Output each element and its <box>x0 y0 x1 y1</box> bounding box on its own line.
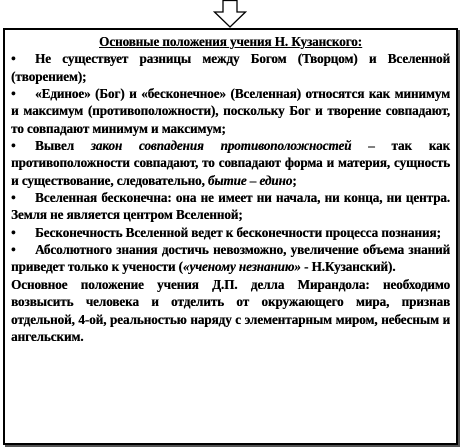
list-item-text: - Н.Кузанский). <box>300 259 396 275</box>
mirandola-paragraph <box>11 276 450 345</box>
kuzansky-heading: Основные положения учения Н. Кузанского: <box>99 34 362 49</box>
bullet-icon: • <box>11 86 16 102</box>
content-box <box>3 28 458 445</box>
list-item-text: ; <box>292 172 297 188</box>
list-item <box>11 189 450 224</box>
list-item <box>11 137 450 189</box>
list-item <box>11 224 450 241</box>
bullet-icon: • <box>11 224 16 240</box>
list-item-text: Вселенная бесконечна: она не имеет ни начала, ни конца, ни центра. Земля не является центром Вселенной; <box>11 190 450 223</box>
mirandola-heading: Основное положение учения Д.П. делла Мирандола: <box>11 276 370 292</box>
list-item-text: Абсолютного знания достичь невозможно, увеличение объема знаний приведет только к учености ( <box>11 242 450 275</box>
list-item-text: Бесконечность Вселенной ведет к бесконечности процесса познания; <box>35 224 441 240</box>
list-item-text: «Единое» (Бог) и «бесконечное» (Вселенная) относятся как минимум и максимум (противоположности), поскольку Бог и творение совпадают, то совпадают минимум и максимум; <box>11 86 450 136</box>
being-emphasis: бытие – едино <box>207 172 293 188</box>
list-item-text: – так как противоположности совпадают, то совпадают форма и материя, сущность и существование, следовательно, <box>11 138 451 188</box>
bullet-icon: • <box>11 190 16 206</box>
down-arrow-icon <box>213 0 247 28</box>
learned-ignorance-emphasis: «ученому незнанию» <box>182 259 301 275</box>
bullet-icon: • <box>11 51 16 67</box>
list-item-text: Не существует разницы между Богом (Творцом) и Вселенной (творением); <box>11 51 450 84</box>
list-item <box>11 50 450 85</box>
bullet-icon: • <box>11 138 16 154</box>
list-item <box>11 85 450 137</box>
list-item <box>11 241 450 276</box>
law-emphasis: закон совпадения противоположностей <box>90 138 352 154</box>
bullet-icon: • <box>11 242 16 258</box>
mirandola-text: необходимо возвысить человека и отделить от окружающего мира, признав отдельной, 4-ой, реальностью наряду с элементарным миром, небесным и ангельским. <box>11 276 450 344</box>
list-item-text: Вывел <box>35 138 91 154</box>
